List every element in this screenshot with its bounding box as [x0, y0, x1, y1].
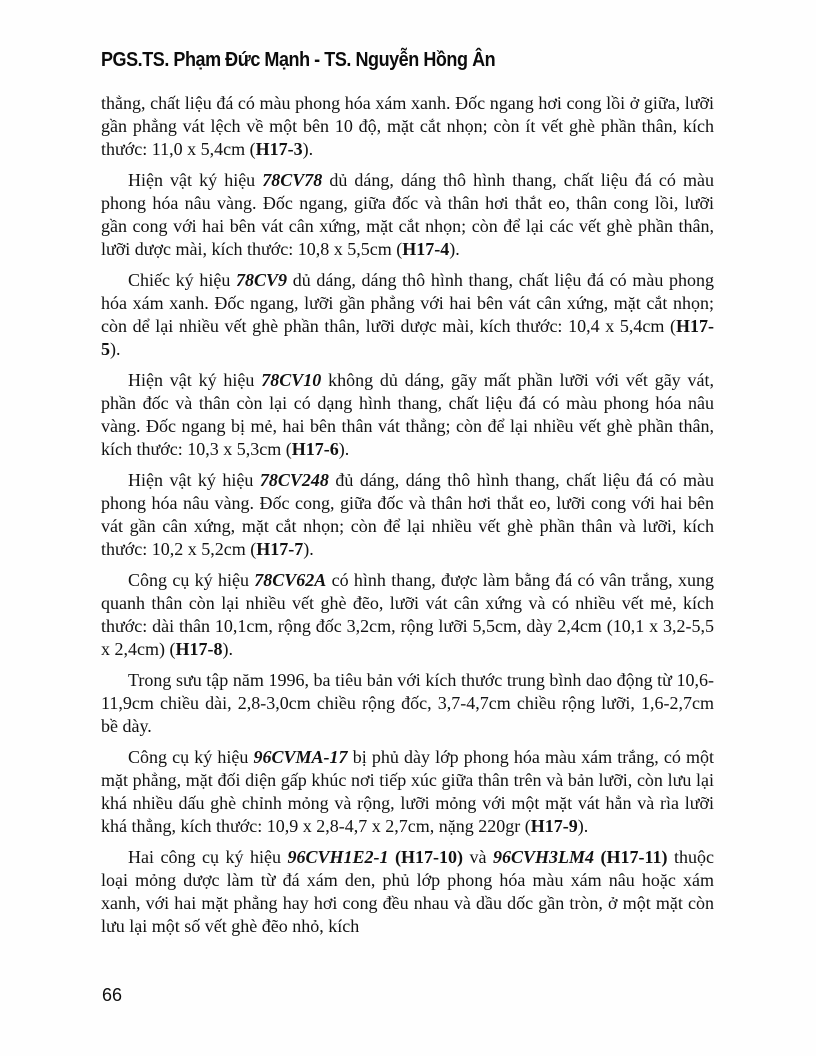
text-run: Hai công cụ ký hiệu	[128, 847, 288, 867]
figure-reference: H17-7	[256, 539, 304, 559]
text-run: Chiếc ký hiệu	[128, 270, 236, 290]
artifact-code: 78CV78	[262, 170, 323, 190]
paragraph	[101, 746, 714, 838]
text-run: thẳng, chất liệu đá có màu phong hóa xám xanh. Đốc ngang hơi cong lồi ở giữa, lưỡi gần phẳng vát lệch về một bên 10 độ, mặt cắt nhọn; còn ít vết ghè phần thân, kích thước: 11,0 x 5,4cm (	[101, 93, 714, 159]
paragraph	[101, 469, 714, 561]
paragraph	[101, 269, 714, 361]
text-run: ).	[222, 639, 233, 659]
text-run: Hiện vật ký hiệu	[128, 170, 263, 190]
paragraph	[101, 169, 714, 261]
text-run: không dủ dáng, gãy mất phần lưỡi với vết gãy vát, phần đốc và thân còn lại có dạng hình thang, chất liệu đá có màu phong hóa nâu vàng. Đốc ngang bị mẻ, hai bên thân vát thẳng; còn để lại nhiều vết ghè phần thân, kích thước: 10,3 x 5,3cm (	[101, 370, 714, 459]
text-run: ).	[338, 439, 350, 459]
body-text	[101, 92, 714, 946]
text-run: dủ dáng, dáng thô hình thang, chất liệu đá có màu phong hóa xám xanh. Đốc ngang, lưỡi gần phẳng với hai bên vát cân xứng, mặt cắt nhọn; còn dể lại nhiều vết ghè phần thân, lưỡi dược mài, kích thước: 10,4 x 5,4cm (	[101, 270, 714, 336]
text-run: có hình thang, được làm bằng đá có vân trắng, xung quanh thân còn lại nhiều vết ghè đẽo, lưỡi vát cân xứng và có nhiều vết mẻ, kích thước: dài thân 10,1cm, rộng đốc 3,2cm, rộng lưỡi 5,5cm, dày 2,4cm (10,1 x 3,2-5,5 x 2,4cm) (	[101, 570, 714, 659]
text-run: Công cụ ký hiệu	[128, 570, 255, 590]
text-run: đủ dáng, dáng thô hình thang, chất liệu đá có màu phong hóa nâu vàng. Đốc cong, giữa đốc và thân hơi thắt eo, lưỡi cong với hai bên vát gần cân xứng, mặt cắt nhọn; còn để lại nhiều vết ghè phần thân và lưỡi, kích thước: 10,2 x 5,2cm (	[101, 470, 714, 559]
text-run: Công cụ ký hiệu	[128, 747, 254, 767]
artifact-code: 96CVH3LM4	[492, 847, 594, 867]
paragraph	[101, 569, 714, 661]
text-run: ).	[302, 139, 314, 159]
figure-reference: H17-6	[291, 439, 339, 459]
artifact-code: 78CV62A	[254, 570, 327, 590]
running-header-authors: PGS.TS. Phạm Đức Mạnh - TS. Nguyễn Hồng Ân	[101, 49, 496, 71]
figure-reference: H17-8	[175, 639, 223, 659]
text-run: ).	[577, 816, 589, 836]
artifact-code: 96CVMA-17	[253, 747, 348, 767]
artifact-code: 96CVH1E2-1	[287, 847, 389, 867]
text-run: dủ dáng, dáng thô hình thang, chất liệu đá có màu phong hóa nâu vàng. Đốc ngang, giữa đốc và thân hơi thắt eo, thân cong lồi, lưỡi gần cong với hai bên vát cân xứng, mặt cắt nhọn; còn để lại các vết ghè phần thân, lưỡi dược mài, kích thước: 10,8 x 5,5cm (	[101, 170, 714, 259]
text-run: thuộc loại mỏng dược làm từ đá xám den, phủ lớp phong hóa màu xám nâu hoặc xám xanh, với hai mặt phẳng hay hơi cong đều nhau và dầu dốc gần tròn, ở một mặt còn lưu lại một số vết ghè đẽo nhỏ, kích	[101, 847, 714, 936]
text-run: ).	[303, 539, 314, 559]
paragraph	[101, 846, 714, 938]
text-run: ).	[449, 239, 460, 259]
figure-reference: H17-3	[255, 139, 303, 159]
figure-reference: (H17-10)	[388, 847, 463, 867]
paragraph	[101, 669, 714, 738]
figure-reference: H17-9	[530, 816, 578, 836]
artifact-code: 78CV248	[259, 470, 329, 490]
text-run: ).	[110, 339, 121, 359]
artifact-code: 78CV9	[236, 270, 288, 290]
text-run: Hiện vật ký hiệu	[128, 370, 262, 390]
text-run: và	[462, 847, 493, 867]
text-run: bị phủ dày lớp phong hóa màu xám trắng, có một mặt phẳng, mặt đối diện gấp khúc nơi tiếp xúc giữa thân trên và bản lưỡi, còn lưu lại khá nhiều dấu ghè chỉnh mỏng và rộng, lưỡi mỏng với một mặt vát hẳn và rìa lưỡi khá thẳng, kích thước: 10,9 x 2,8-4,7 x 2,7cm, nặng 220gr (	[101, 747, 714, 836]
text-run: Trong sưu tập năm 1996, ba tiêu bản với kích thước trung bình dao động từ 10,6-11,9cm chiều dài, 2,8-3,0cm chiều rộng đốc, 3,7-4,7cm chiều rộng lưỡi, 1,6-2,7cm bề dày.	[101, 670, 714, 736]
paragraph	[101, 369, 714, 461]
artifact-code: 78CV10	[261, 370, 322, 390]
figure-reference: H17-4	[402, 239, 450, 259]
figure-reference: (H17-11)	[594, 847, 668, 867]
figure-reference: H17-5	[101, 316, 714, 359]
text-run: Hiện vật ký hiệu	[128, 470, 260, 490]
page-number: 66	[102, 985, 123, 1005]
paragraph	[101, 92, 714, 161]
